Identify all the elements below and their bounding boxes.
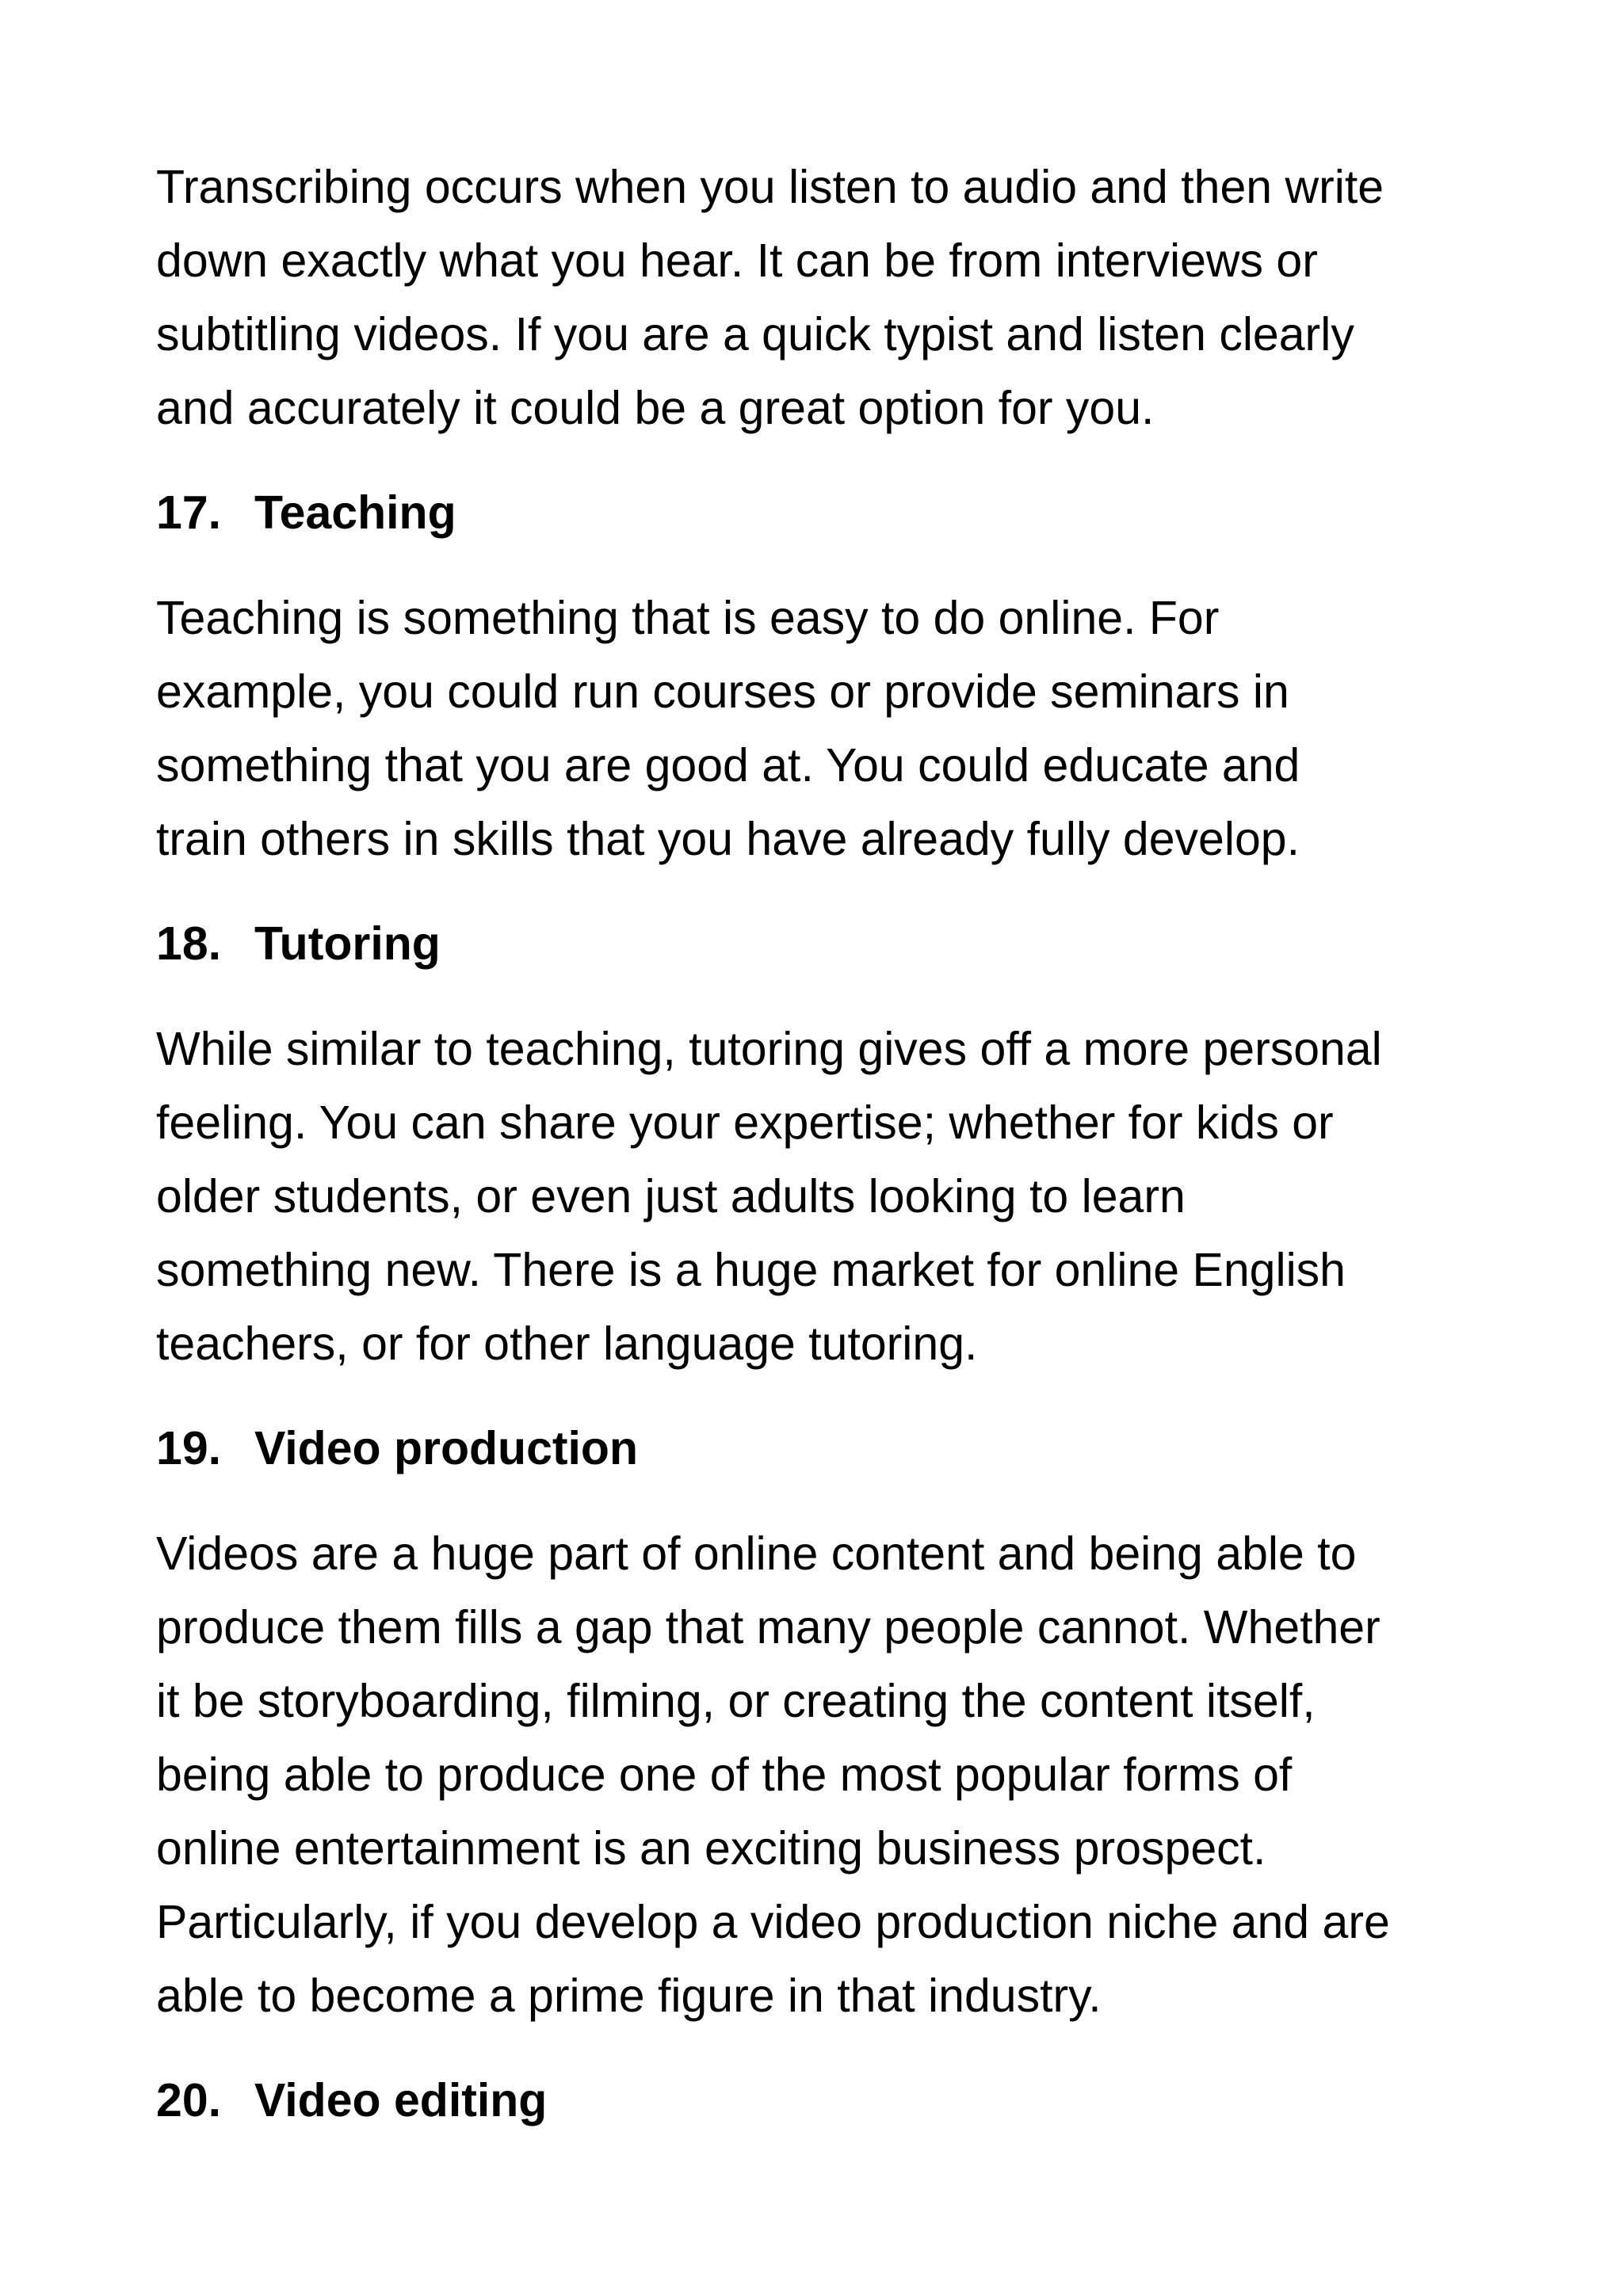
paragraph-line: produce them fills a gap that many people cannot. Whether — [156, 1601, 1381, 1653]
section-heading-tutoring — [156, 907, 1487, 981]
section-heading-video-editing — [156, 2064, 1487, 2138]
section-heading-teaching — [156, 476, 1487, 550]
paragraph-line: subtitling videos. If you are a quick typist and listen clearly — [156, 308, 1354, 360]
paragraph-line: being able to produce one of the most popular forms of — [156, 1749, 1293, 1801]
paragraph-line: something new. There is a huge market for online English — [156, 1244, 1346, 1296]
paragraph-line: teachers, or for other language tutoring. — [156, 1318, 978, 1370]
section-number: 17. — [156, 486, 222, 539]
section-title: Teaching — [254, 486, 456, 539]
paragraph-line: able to become a prime figure in that industry. — [156, 1970, 1102, 2022]
paragraph-line: While similar to teaching, tutoring gives off a more personal — [156, 1023, 1382, 1075]
section-title: Video editing — [254, 2074, 548, 2126]
intro-paragraph — [156, 151, 1487, 445]
paragraph-line: feeling. You can share your expertise; whether for kids or — [156, 1097, 1334, 1149]
paragraph-line: train others in skills that you have already fully develop. — [156, 813, 1300, 865]
paragraph-line: Particularly, if you develop a video production niche and are — [156, 1896, 1390, 1948]
paragraph-line: online entertainment is an exciting business prospect. — [156, 1822, 1266, 1875]
document-page — [156, 151, 1487, 2138]
section-paragraph-tutoring — [156, 1013, 1487, 1381]
paragraph-line: it be storyboarding, filming, or creating the content itself, — [156, 1675, 1316, 1727]
paragraph-line: example, you could run courses or provide seminars in — [156, 666, 1289, 718]
section-paragraph-video-production — [156, 1517, 1487, 2033]
section-title: Tutoring — [254, 917, 441, 970]
paragraph-line: down exactly what you hear. It can be from interviews or — [156, 235, 1318, 287]
paragraph-line: something that you are good at. You could educate and — [156, 739, 1300, 791]
paragraph-line: and accurately it could be a great option for you. — [156, 382, 1155, 434]
section-paragraph-teaching — [156, 582, 1487, 876]
section-heading-video-production — [156, 1412, 1487, 1486]
paragraph-line: older students, or even just adults looking to learn — [156, 1170, 1186, 1222]
paragraph-line: Transcribing occurs when you listen to audio and then write — [156, 161, 1384, 213]
section-number: 20. — [156, 2074, 222, 2126]
section-number: 18. — [156, 917, 222, 970]
section-title: Video production — [254, 1422, 639, 1474]
paragraph-line: Videos are a huge part of online content and being able to — [156, 1527, 1357, 1580]
section-number: 19. — [156, 1422, 222, 1474]
paragraph-line: Teaching is something that is easy to do online. For — [156, 592, 1220, 644]
